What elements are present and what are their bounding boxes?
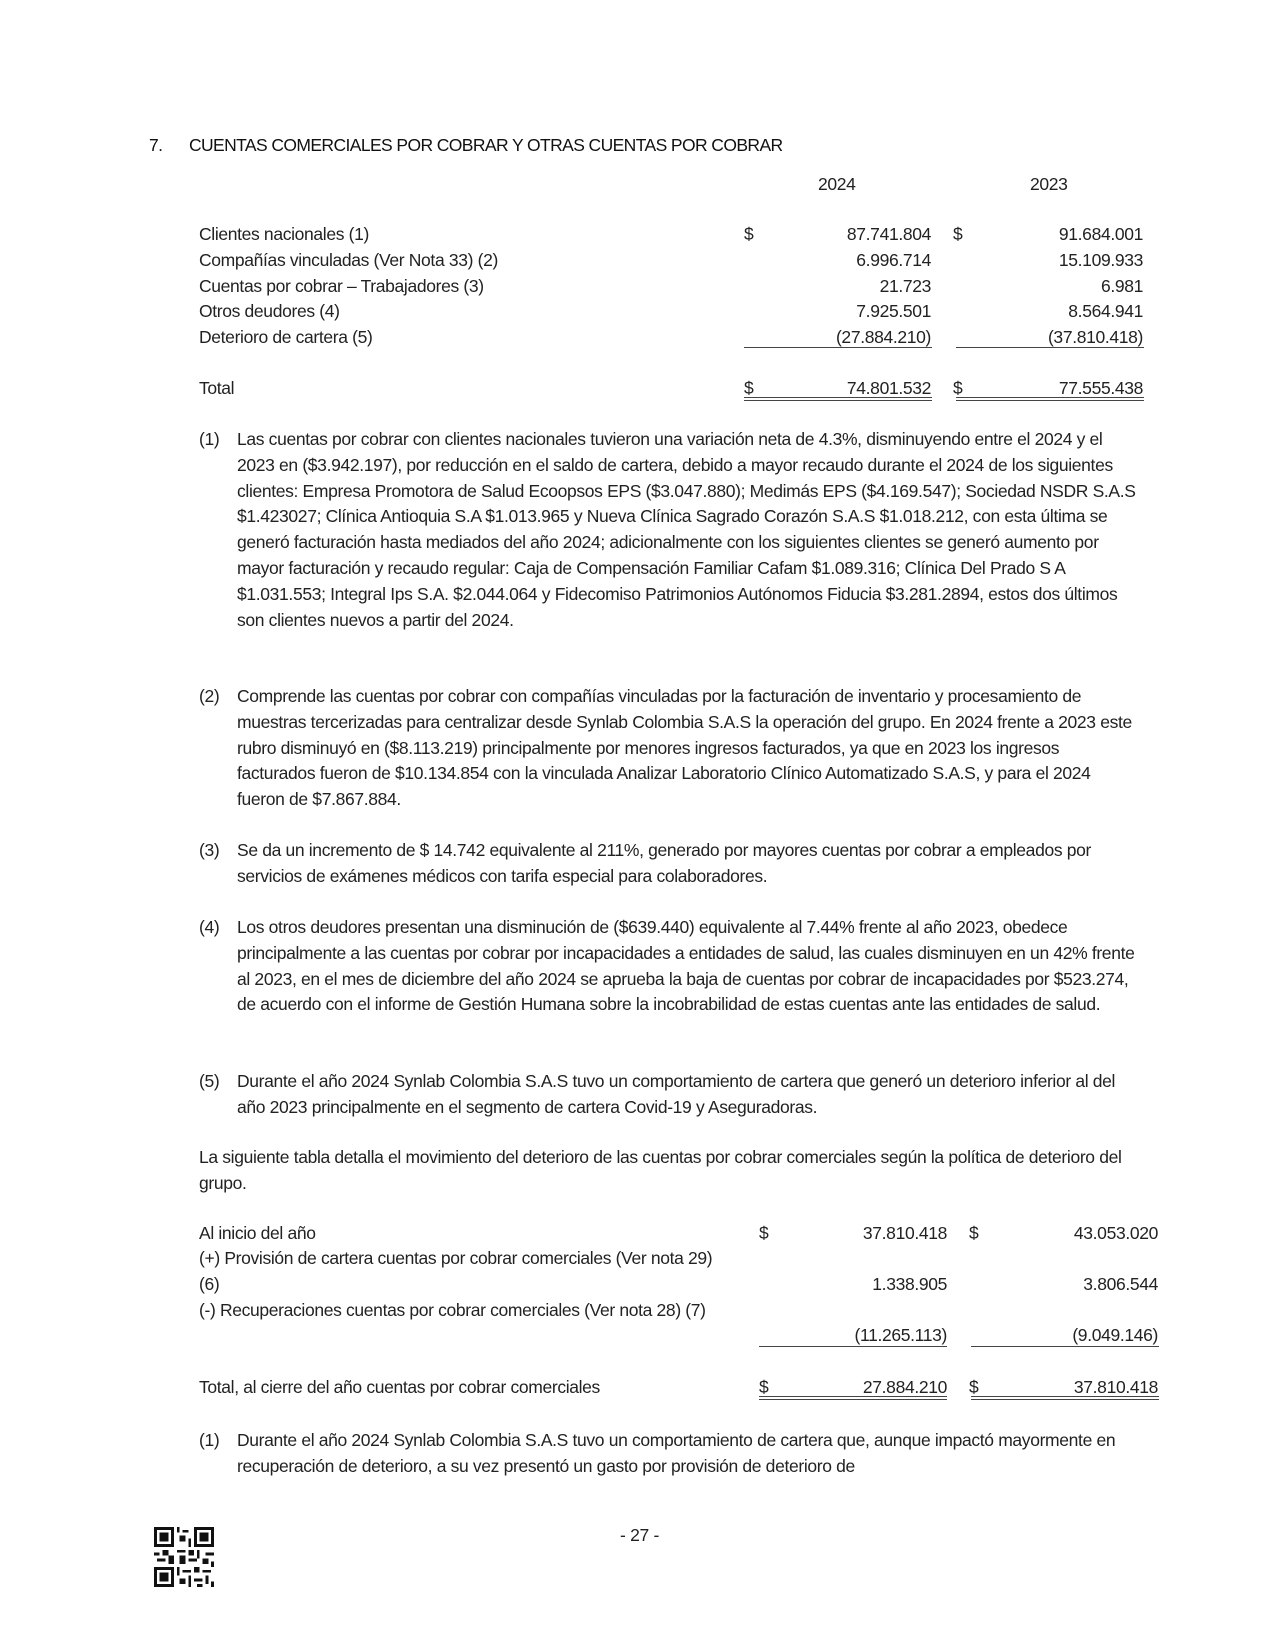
- column-header-2024: 2024: [818, 174, 856, 194]
- footnote-marker: (3): [199, 840, 220, 860]
- section-title: CUENTAS COMERCIALES POR COBRAR Y OTRAS CUENTAS POR COBRAR: [188, 135, 783, 155]
- footnote: [199, 838, 1139, 890]
- row-label: Otros deudores (4): [199, 301, 340, 321]
- row-label: Compañías vinculadas (Ver Nota 33) (2): [199, 250, 498, 270]
- qr-code-icon: [154, 1527, 214, 1587]
- value-2023: 3.806.544: [1083, 1274, 1158, 1294]
- total-2023: 77.555.438: [1058, 378, 1143, 398]
- footnote-marker: (2): [199, 686, 220, 706]
- value-2024: (11.265.113): [854, 1325, 947, 1345]
- section-number: 7.: [149, 135, 163, 155]
- currency-symbol: $: [953, 224, 963, 244]
- table2-intro: La siguiente tabla detalla el movimiento del deterioro de las cuentas por cobrar comerciales según la política de deterioro del grupo.: [199, 1147, 1122, 1193]
- footnote-text: Durante el año 2024 Synlab Colombia S.A.S tuvo un comportamiento de cartera que generó un deterioro inferior al del año 2023 principalmente en el segmento de cartera Covid-19 y Aseguradoras.: [237, 1071, 1116, 1117]
- footnote-text: Las cuentas por cobrar con clientes nacionales tuvieron una variación neta de 4.3%, disminuyendo entre el 2024 y el 2023 en ($3.942.197), por reducción en el saldo de cartera, debido a mayor recaudo durante el 2024 de los siguientes clientes: Empresa Promotora de Salud Ecoopsos EPS ($3.047.880); Medimás EPS ($4.169.547); Sociedad NSDR S.A.S $1.423027; Clínica Antioquia S.A $1.013.965 y Nueva Clínica Sagrado Corazón S.A.S $1.018.212, con esta última se generó facturación hasta mediados del año 2024; adicionalmente con los siguientes clientes se generó aumento por mayor facturación y recaudo regular: Caja de Compensación Familiar Cafam $1.089.316; Clínica Del Prado S A $1.031.553; Integral Ips S.A. $2.044.064 y Fidecomiso Patrimonios Autónomos Fiducia $3.281.2894, estos dos últimos son clientes nuevos a partir del 2024.: [237, 429, 1136, 630]
- currency-symbol: $: [744, 378, 754, 398]
- value-2023: 8.564.941: [1068, 301, 1143, 321]
- total-double-underline: [744, 397, 932, 401]
- page-number: - 27 -: [620, 1525, 660, 1545]
- currency-symbol: $: [953, 378, 963, 398]
- total-double-underline: [759, 1396, 947, 1400]
- value-2023: (9.049.146): [1072, 1325, 1158, 1345]
- value-2023: 91.684.001: [1058, 224, 1143, 244]
- footnote-marker: (1): [199, 429, 220, 449]
- total-double-underline: [971, 1396, 1159, 1400]
- footnote-marker: (4): [199, 917, 220, 937]
- total-2024: 27.884.210: [862, 1377, 947, 1397]
- value-2024: 21.723: [879, 276, 931, 296]
- footnote-text: Los otros deudores presentan una disminución de ($639.440) equivalente al 7.44% frente al año 2023, obedece principalmente a las cuentas por cobrar por incapacidades a entidades de salud, las cuales disminuyen en un 42% frente al 2023, en el mes de diciembre del año 2024 se aprueba la baja de cuentas por cobrar de incapacidades por $523.274, de acuerdo con el informe de Gestión Humana sobre la incobrabilidad de estas cuentas ante las entidades de salud.: [237, 917, 1135, 1015]
- value-2023: (37.810.418): [1047, 327, 1143, 347]
- subtotal-underline: [971, 1346, 1159, 1347]
- footnote: [199, 1428, 1139, 1480]
- value-2024: 7.925.501: [856, 301, 931, 321]
- footnote-marker: (1): [199, 1430, 220, 1450]
- currency-symbol: $: [969, 1377, 979, 1397]
- subtotal-underline: [956, 347, 1144, 348]
- footnote-marker: (5): [199, 1071, 220, 1091]
- total-2023: 37.810.418: [1073, 1377, 1158, 1397]
- row-label: (+) Provisión de cartera cuentas por cobrar comerciales (Ver nota 29) (6): [199, 1248, 713, 1294]
- value-2024: 37.810.418: [862, 1223, 947, 1243]
- total-2024: 74.801.532: [846, 378, 931, 398]
- column-header-2023: 2023: [1030, 174, 1068, 194]
- total-label: Total, al cierre del año cuentas por cobrar comerciales: [199, 1377, 600, 1397]
- footnote-text: Durante el año 2024 Synlab Colombia S.A.S tuvo un comportamiento de cartera que, aunque impactó mayormente en recuperación de deterioro, a su vez presentó un gasto por provisión de deterioro de: [237, 1430, 1116, 1476]
- currency-symbol: $: [759, 1223, 769, 1243]
- value-2023: 43.053.020: [1073, 1223, 1158, 1243]
- currency-symbol: $: [759, 1377, 769, 1397]
- row-label: Cuentas por cobrar – Trabajadores (3): [199, 276, 484, 296]
- currency-symbol: $: [744, 224, 754, 244]
- footnote-text: Comprende las cuentas por cobrar con compañías vinculadas por la facturación de inventario y procesamiento de muestras tercerizadas para centralizar desde Synlab Colombia S.A.S la operación del grupo. En 2024 frente a 2023 este rubro disminuyó en ($8.113.219) principalmente por menores ingresos facturados, ya que en 2023 los ingresos facturados fueron de $10.134.854 con la vinculada Analizar Laboratorio Clínico Automatizado S.A.S, y para el 2024 fueron de $7.867.884.: [237, 686, 1132, 810]
- value-2023: 6.981: [1100, 276, 1143, 296]
- footnote: [199, 915, 1139, 1018]
- value-2024: 1.338.905: [872, 1274, 947, 1294]
- row-label: Clientes nacionales (1): [199, 224, 369, 244]
- row-label: Deterioro de cartera (5): [199, 327, 373, 347]
- total-double-underline: [956, 397, 1144, 401]
- footnote-text: Se da un incremento de $ 14.742 equivalente al 211%, generado por mayores cuentas por cobrar a empleados por servicios de exámenes médicos con tarifa especial para colaboradores.: [237, 840, 1091, 886]
- row-label: Al inicio del año: [199, 1223, 316, 1243]
- footnote: [199, 427, 1139, 633]
- row-label: (-) Recuperaciones cuentas por cobrar comerciales (Ver nota 28) (7): [199, 1300, 706, 1320]
- value-2024: (27.884.210): [835, 327, 931, 347]
- footnote: [199, 1069, 1139, 1121]
- subtotal-underline: [744, 347, 932, 348]
- total-label: Total: [199, 378, 235, 398]
- section-heading: [149, 135, 783, 155]
- value-2024: 6.996.714: [856, 250, 931, 270]
- value-2023: 15.109.933: [1058, 250, 1143, 270]
- value-2024: 87.741.804: [846, 224, 931, 244]
- footnote: [199, 684, 1139, 813]
- currency-symbol: $: [969, 1223, 979, 1243]
- subtotal-underline: [759, 1346, 947, 1347]
